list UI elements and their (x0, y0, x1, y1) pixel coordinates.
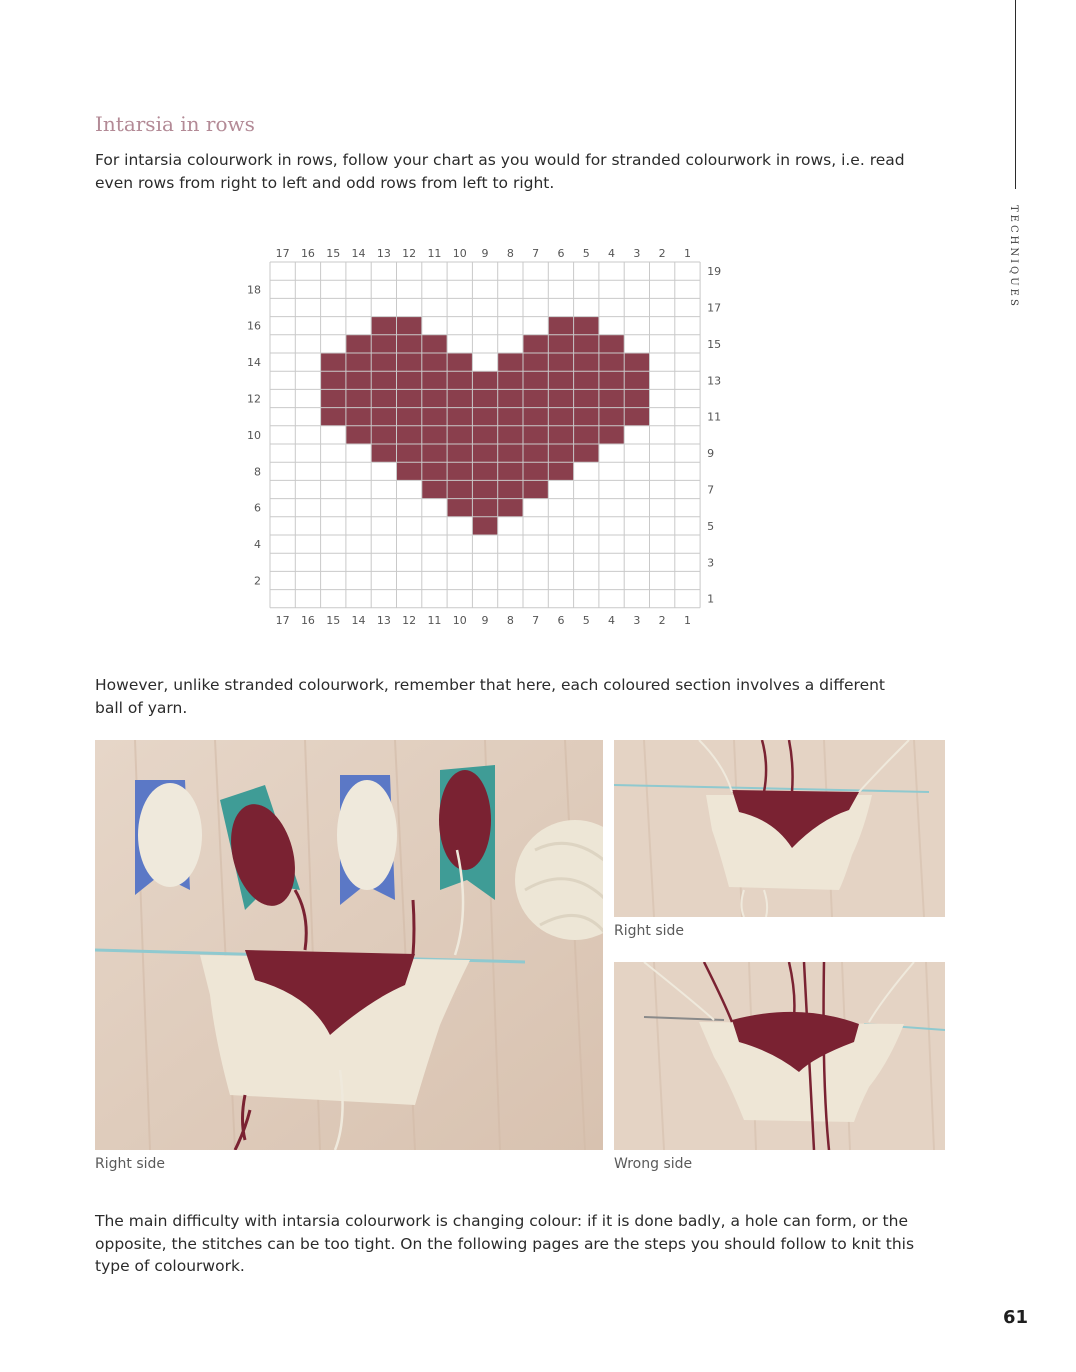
chart-column-label-bottom: 15 (326, 613, 341, 627)
chart-filled-cell (321, 408, 346, 426)
chart-filled-cell (472, 408, 497, 426)
chart-column-label-bottom: 16 (300, 613, 315, 627)
chart-row-label-left: 2 (254, 574, 261, 588)
chart-filled-cell (422, 444, 447, 462)
chart-filled-cell (548, 462, 573, 480)
chart-filled-cell (548, 408, 573, 426)
chart-row-label-left: 6 (254, 501, 261, 515)
chart-column-label-bottom: 1 (683, 613, 691, 627)
chart-column-label-bottom: 14 (351, 613, 366, 627)
chart-filled-cell (371, 353, 396, 371)
chart-row-label-right: 3 (707, 556, 715, 570)
chart-column-label-bottom: 3 (633, 613, 641, 627)
chart-column-label-bottom: 6 (557, 613, 565, 627)
chart-filled-cell (523, 426, 548, 444)
chart-row-label-right: 9 (707, 447, 715, 461)
chart-filled-cell (574, 335, 599, 353)
page-number: 61 (1003, 1307, 1029, 1328)
chart-filled-cell (472, 480, 497, 498)
chart-filled-cell (422, 353, 447, 371)
chart-filled-cell (472, 462, 497, 480)
chart-filled-cell (624, 408, 649, 426)
chart-filled-cell (472, 499, 497, 517)
chart-column-label-top: 4 (608, 247, 616, 260)
chart-filled-cell (397, 371, 422, 389)
chart-filled-cell (548, 317, 573, 335)
chart-column-label-top: 16 (300, 247, 315, 260)
chart-column-label-top: 8 (506, 247, 514, 260)
chart-column-label-bottom: 12 (402, 613, 417, 627)
chart-filled-cell (574, 353, 599, 371)
chart-filled-cell (472, 426, 497, 444)
chart-filled-cell (346, 426, 371, 444)
chart-column-label-top: 17 (275, 247, 290, 260)
chart-filled-cell (447, 480, 472, 498)
chart-column-label-bottom: 17 (275, 613, 290, 627)
chart-filled-cell (346, 371, 371, 389)
chart-column-label-top: 14 (351, 247, 366, 260)
chart-filled-cell (523, 335, 548, 353)
chart-filled-cell (599, 353, 624, 371)
chart-column-label-top: 9 (481, 247, 489, 260)
chart-filled-cell (371, 426, 396, 444)
chart-filled-cell (548, 389, 573, 407)
chart-filled-cell (498, 462, 523, 480)
chart-column-label-bottom: 2 (658, 613, 666, 627)
chart-filled-cell (624, 371, 649, 389)
chart-filled-cell (346, 408, 371, 426)
chart-column-label-top: 11 (427, 247, 442, 260)
chart-filled-cell (599, 426, 624, 444)
chart-filled-cell (548, 353, 573, 371)
chart-filled-cell (397, 335, 422, 353)
chart-filled-cell (346, 353, 371, 371)
chart-filled-cell (447, 499, 472, 517)
chart-filled-cell (574, 371, 599, 389)
chart-filled-cell (523, 444, 548, 462)
chart-row-label-left: 10 (247, 428, 261, 442)
chart-row-label-left: 12 (247, 392, 261, 406)
chart-filled-cell (447, 408, 472, 426)
chart-row-label-right: 5 (707, 519, 715, 533)
chart-row-label-right: 11 (707, 410, 722, 424)
chart-filled-cell (574, 408, 599, 426)
chart-column-label-top: 3 (633, 247, 641, 260)
chart-filled-cell (574, 389, 599, 407)
chart-filled-cell (422, 335, 447, 353)
chart-column-label-top: 12 (402, 247, 417, 260)
bottom-right-photo-caption: Wrong side (614, 1156, 693, 1172)
chart-filled-cell (548, 426, 573, 444)
chart-filled-cell (447, 389, 472, 407)
chart-filled-cell (447, 371, 472, 389)
chart-filled-cell (523, 462, 548, 480)
chart-column-label-bottom: 8 (506, 613, 514, 627)
chart-column-label-top: 1 (683, 247, 691, 260)
chart-filled-cell (346, 389, 371, 407)
margin-rule (1015, 0, 1016, 189)
chart-column-label-top: 6 (557, 247, 565, 260)
chart-row-label-left: 18 (247, 283, 261, 297)
chart-filled-cell (472, 389, 497, 407)
chart-column-label-bottom: 7 (532, 613, 540, 627)
chart-filled-cell (422, 426, 447, 444)
chart-filled-cell (472, 517, 497, 535)
chart-column-label-top: 15 (326, 247, 341, 260)
chart-filled-cell (523, 353, 548, 371)
chart-filled-cell (498, 444, 523, 462)
chart-filled-cell (599, 408, 624, 426)
chart-filled-cell (422, 371, 447, 389)
chart-row-label-right: 15 (707, 337, 722, 351)
chart-filled-cell (371, 408, 396, 426)
chart-filled-cell (498, 353, 523, 371)
chart-filled-cell (548, 371, 573, 389)
chart-row-label-left: 16 (247, 319, 261, 333)
chart-filled-cell (371, 389, 396, 407)
chart-filled-cell (397, 408, 422, 426)
chart-filled-cell (624, 389, 649, 407)
chart-filled-cell (599, 335, 624, 353)
chart-column-label-bottom: 13 (376, 613, 391, 627)
chart-filled-cell (498, 426, 523, 444)
chart-filled-cell (346, 335, 371, 353)
chart-filled-cell (321, 353, 346, 371)
chart-row-label-left: 4 (254, 538, 261, 552)
chart-column-label-top: 13 (376, 247, 391, 260)
chart-filled-cell (548, 335, 573, 353)
chart-filled-cell (321, 389, 346, 407)
chart-column-label-bottom: 10 (452, 613, 467, 627)
chart-filled-cell (574, 426, 599, 444)
chart-column-label-top: 10 (452, 247, 467, 260)
chart-column-label-top: 7 (532, 247, 540, 260)
chart-filled-cell (498, 371, 523, 389)
chart-filled-cell (624, 353, 649, 371)
chart-filled-cell (523, 371, 548, 389)
chart-filled-cell (371, 317, 396, 335)
chart-column-label-bottom: 11 (427, 613, 442, 627)
chart-filled-cell (447, 462, 472, 480)
chart-filled-cell (498, 480, 523, 498)
chart-filled-cell (447, 444, 472, 462)
chart-filled-cell (523, 389, 548, 407)
photo-swatch-right-side (614, 740, 945, 917)
yarn-paragraph: However, unlike stranded colourwork, remember that here, each coloured section involves a different ball of yarn. (95, 676, 886, 717)
chart-row-label-right: 1 (707, 592, 715, 606)
top-right-photo-caption: Right side (614, 923, 684, 939)
chart-filled-cell (548, 444, 573, 462)
chart-filled-cell (523, 480, 548, 498)
chart-column-label-bottom: 5 (582, 613, 590, 627)
chart-filled-cell (397, 389, 422, 407)
chart-filled-cell (447, 426, 472, 444)
chart-filled-cell (498, 408, 523, 426)
chart-column-label-bottom: 4 (608, 613, 616, 627)
chart-filled-cell (397, 317, 422, 335)
chart-filled-cell (397, 444, 422, 462)
section-label: TECHNIQUES (1008, 205, 1019, 309)
chart-filled-cell (498, 389, 523, 407)
chart-filled-cell (397, 353, 422, 371)
chart-filled-cell (422, 408, 447, 426)
chart-filled-cell (574, 444, 599, 462)
chart-filled-cell (397, 462, 422, 480)
intro-paragraph: For intarsia colourwork in rows, follow your chart as you would for stranded colourwork in rows, i.e. read even rows from right to left and odd rows from left to right. (95, 151, 905, 192)
chart-row-label-left: 8 (254, 465, 261, 479)
photo-swatch-wrong-side (614, 962, 945, 1150)
chart-filled-cell (472, 444, 497, 462)
main-photo-caption: Right side (95, 1156, 165, 1172)
chart-filled-cell (371, 371, 396, 389)
chart-filled-cell (422, 480, 447, 498)
chart-filled-cell (447, 353, 472, 371)
intarsia-heart-chart (235, 238, 745, 633)
chart-column-label-top: 5 (582, 247, 590, 260)
chart-filled-cell (422, 389, 447, 407)
chart-filled-cell (422, 462, 447, 480)
chart-filled-cell (321, 371, 346, 389)
chart-column-label-top: 2 (658, 247, 666, 260)
difficulty-paragraph: The main difficulty with intarsia colourwork is changing colour: if it is done badly, a hole can form, or the opposite, the stitches can be too tight. On the following pages are the steps you should follow to knit this type of colourwork. (95, 1212, 915, 1275)
section-heading: Intarsia in rows (95, 112, 255, 136)
chart-filled-cell (574, 317, 599, 335)
chart-filled-cell (397, 426, 422, 444)
chart-filled-cell (498, 499, 523, 517)
chart-filled-cell (599, 389, 624, 407)
chart-row-label-right: 7 (707, 483, 715, 497)
chart-row-label-right: 17 (707, 301, 722, 315)
chart-row-label-right: 13 (707, 374, 722, 388)
photo-yarn-bobbins-right-side (95, 740, 603, 1150)
chart-filled-cell (523, 408, 548, 426)
chart-column-label-bottom: 9 (481, 613, 489, 627)
chart-filled-cell (472, 371, 497, 389)
chart-filled-cell (371, 444, 396, 462)
chart-filled-cell (371, 335, 396, 353)
chart-row-label-left: 14 (247, 356, 261, 370)
chart-filled-cell (599, 371, 624, 389)
chart-row-label-right: 19 (707, 265, 722, 279)
